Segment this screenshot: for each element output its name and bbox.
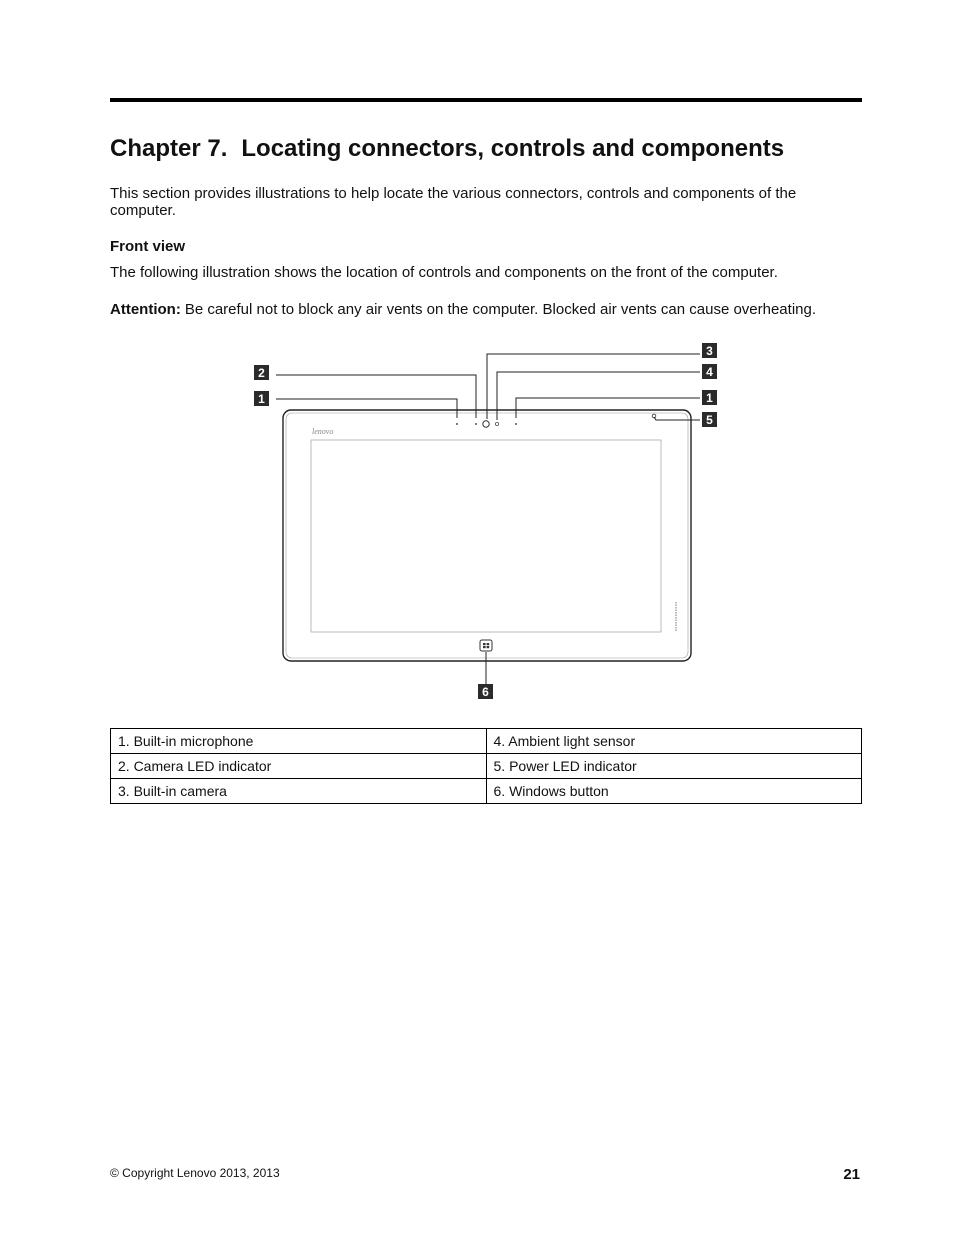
table-row — [111, 779, 862, 804]
svg-text:4: 4 — [706, 365, 713, 379]
callout-2 — [254, 365, 269, 380]
lenovo-logo: lenovo — [312, 427, 334, 436]
svg-text:3: 3 — [706, 344, 713, 358]
svg-text:1: 1 — [258, 392, 265, 406]
attention-label: Attention: — [110, 301, 181, 318]
svg-text:5: 5 — [706, 413, 713, 427]
svg-text:6: 6 — [482, 685, 489, 699]
chapter-title — [110, 135, 784, 163]
callout-5 — [702, 412, 717, 427]
front-view-illustration — [250, 340, 720, 705]
legend-cell: 3. Built-in camera — [111, 779, 487, 804]
tablet-screen — [311, 440, 661, 632]
callout-6 — [478, 684, 493, 699]
component-legend-table — [110, 728, 862, 804]
camera-led-dot — [475, 423, 477, 425]
table-row — [111, 729, 862, 754]
legend-cell: 5. Power LED indicator — [486, 754, 862, 779]
copyright-footer: © Copyright Lenovo 2013, 2013 — [110, 1166, 280, 1180]
section-description: The following illustration shows the location of controls and components on the front of the computer. — [110, 264, 778, 281]
callout-3 — [702, 343, 717, 358]
table-row — [111, 754, 862, 779]
chapter-number: Chapter 7. — [110, 135, 228, 162]
svg-text:2: 2 — [258, 366, 265, 380]
callout-1-left — [254, 391, 269, 406]
chapter-title-text: Locating connectors, controls and components — [241, 135, 785, 162]
intro-paragraph: This section provides illustrations to help locate the various connectors, controls and components of the computer. — [110, 185, 797, 219]
legend-cell: 4. Ambient light sensor — [486, 729, 862, 754]
microphone-left-dot — [456, 423, 458, 425]
legend-cell: 1. Built-in microphone — [111, 729, 487, 754]
legend-cell: 6. Windows button — [486, 779, 862, 804]
windows-button-icon — [480, 640, 492, 651]
callout-1-right — [702, 390, 717, 405]
page-number: 21 — [843, 1166, 860, 1183]
attention-note — [110, 301, 862, 318]
attention-text: Be careful not to block any air vents on the computer. Blocked air vents can cause overheating. — [184, 301, 817, 318]
legend-cell: 2. Camera LED indicator — [111, 754, 487, 779]
section-heading: Front view — [110, 238, 186, 255]
tablet-front-drawing — [250, 340, 720, 705]
callout-4 — [702, 364, 717, 379]
chapter-top-rule — [110, 98, 862, 102]
svg-text:1: 1 — [706, 391, 713, 405]
microphone-right-dot — [515, 423, 517, 425]
